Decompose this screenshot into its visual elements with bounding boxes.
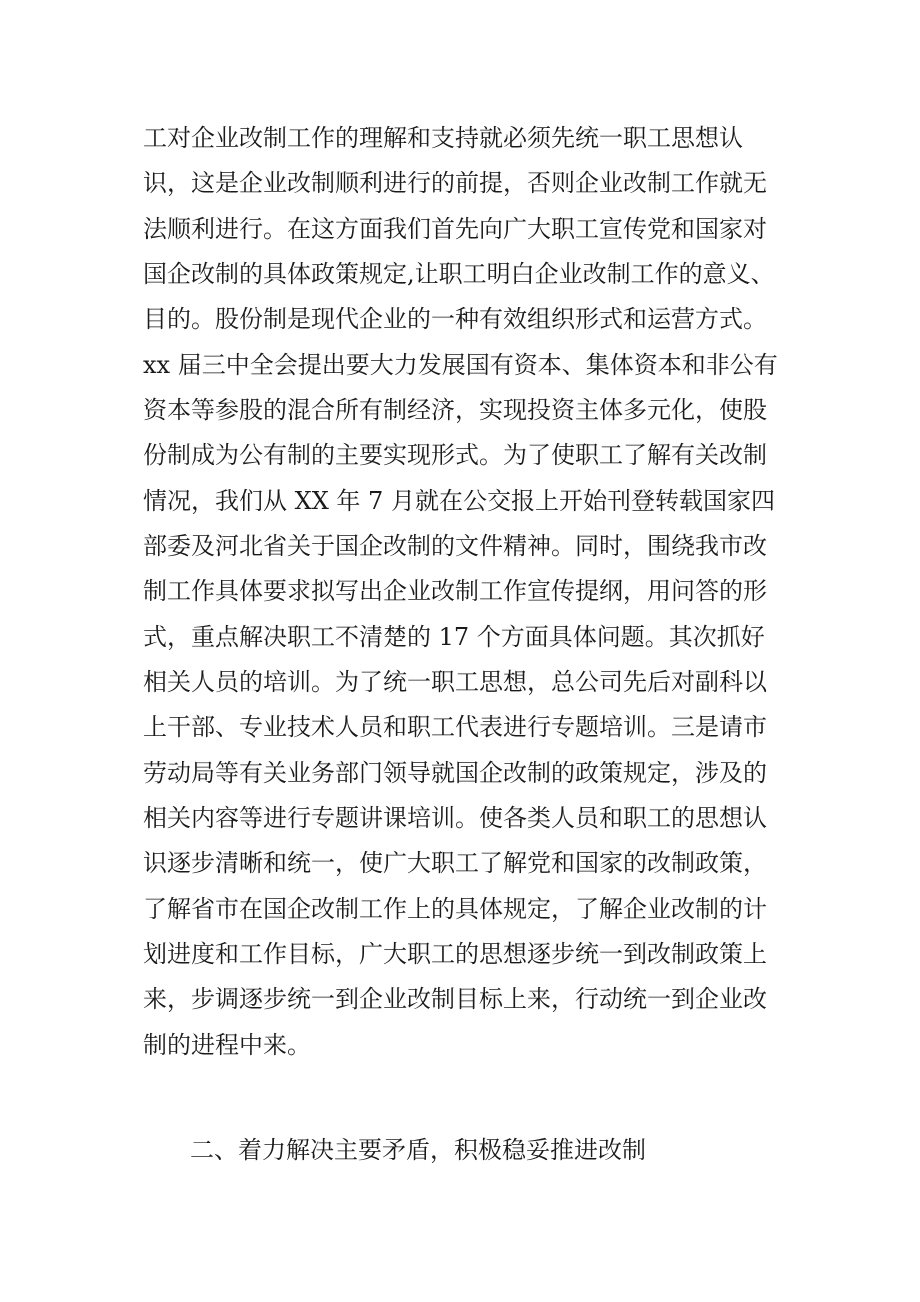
body-text-line: 部委及河北省关于国企改制的文件精神。同时，围绕我市改 [143,532,767,560]
body-text-line: 相关人员的培训。为了统一职工思想，总公司先后对副科以 [143,668,767,696]
body-text-line: 制的进程中来。 [143,1031,311,1059]
body-text-line: 目的。股份制是现代企业的一种有效组织形式和运营方式。 [143,305,767,333]
body-text-line: 式，重点解决职工不清楚的 17 个方面具体问题。其次抓好 [143,623,765,651]
body-text-line: 制工作具体要求拟写出企业改制工作宣传提纲，用问答的形 [143,577,767,605]
section-heading: 二、着力解决主要矛盾，积极稳妥推进改制 [190,1136,646,1164]
body-text-line: 国企改制的具体政策规定,让职工明白企业改制工作的意义、 [143,260,775,288]
body-text-line: 资本等参股的混合所有制经济，实现投资主体多元化，使股 [143,396,767,424]
body-text-line: 了解省市在国企改制工作上的具体规定，了解企业改制的计 [143,895,767,923]
body-text-line: xx 届三中全会提出要大力发展国有资本、集体资本和非公有 [143,351,778,379]
body-text-line: 劳动局等有关业务部门领导就国企改制的政策规定，涉及的 [143,759,767,787]
body-text-line: 上干部、专业技术人员和职工代表进行专题培训。三是请市 [143,713,767,741]
body-text-line: 识逐步清晰和统一，使广大职工了解党和国家的改制政策， [143,849,767,877]
body-text-line: 来，步调逐步统一到企业改制目标上来，行动统一到企业改 [143,985,767,1013]
body-text-line: 划进度和工作目标，广大职工的思想逐步统一到改制政策上 [143,940,767,968]
body-text-line: 情况，我们从 XX 年 7 月就在公交报上开始刊登转载国家四 [143,487,775,515]
body-text-line: 份制成为公有制的主要实现形式。为了使职工了解有关改制 [143,441,767,469]
body-text-line: 工对企业改制工作的理解和支持就必须先统一职工思想认 [143,124,743,152]
body-text-line: 法顺利进行。在这方面我们首先向广大职工宣传党和国家对 [143,215,767,243]
body-text-line: 相关内容等进行专题讲课培训。使各类人员和职工的思想认 [143,804,767,832]
body-text-line: 识，这是企业改制顺利进行的前提，否则企业改制工作就无 [143,169,767,197]
